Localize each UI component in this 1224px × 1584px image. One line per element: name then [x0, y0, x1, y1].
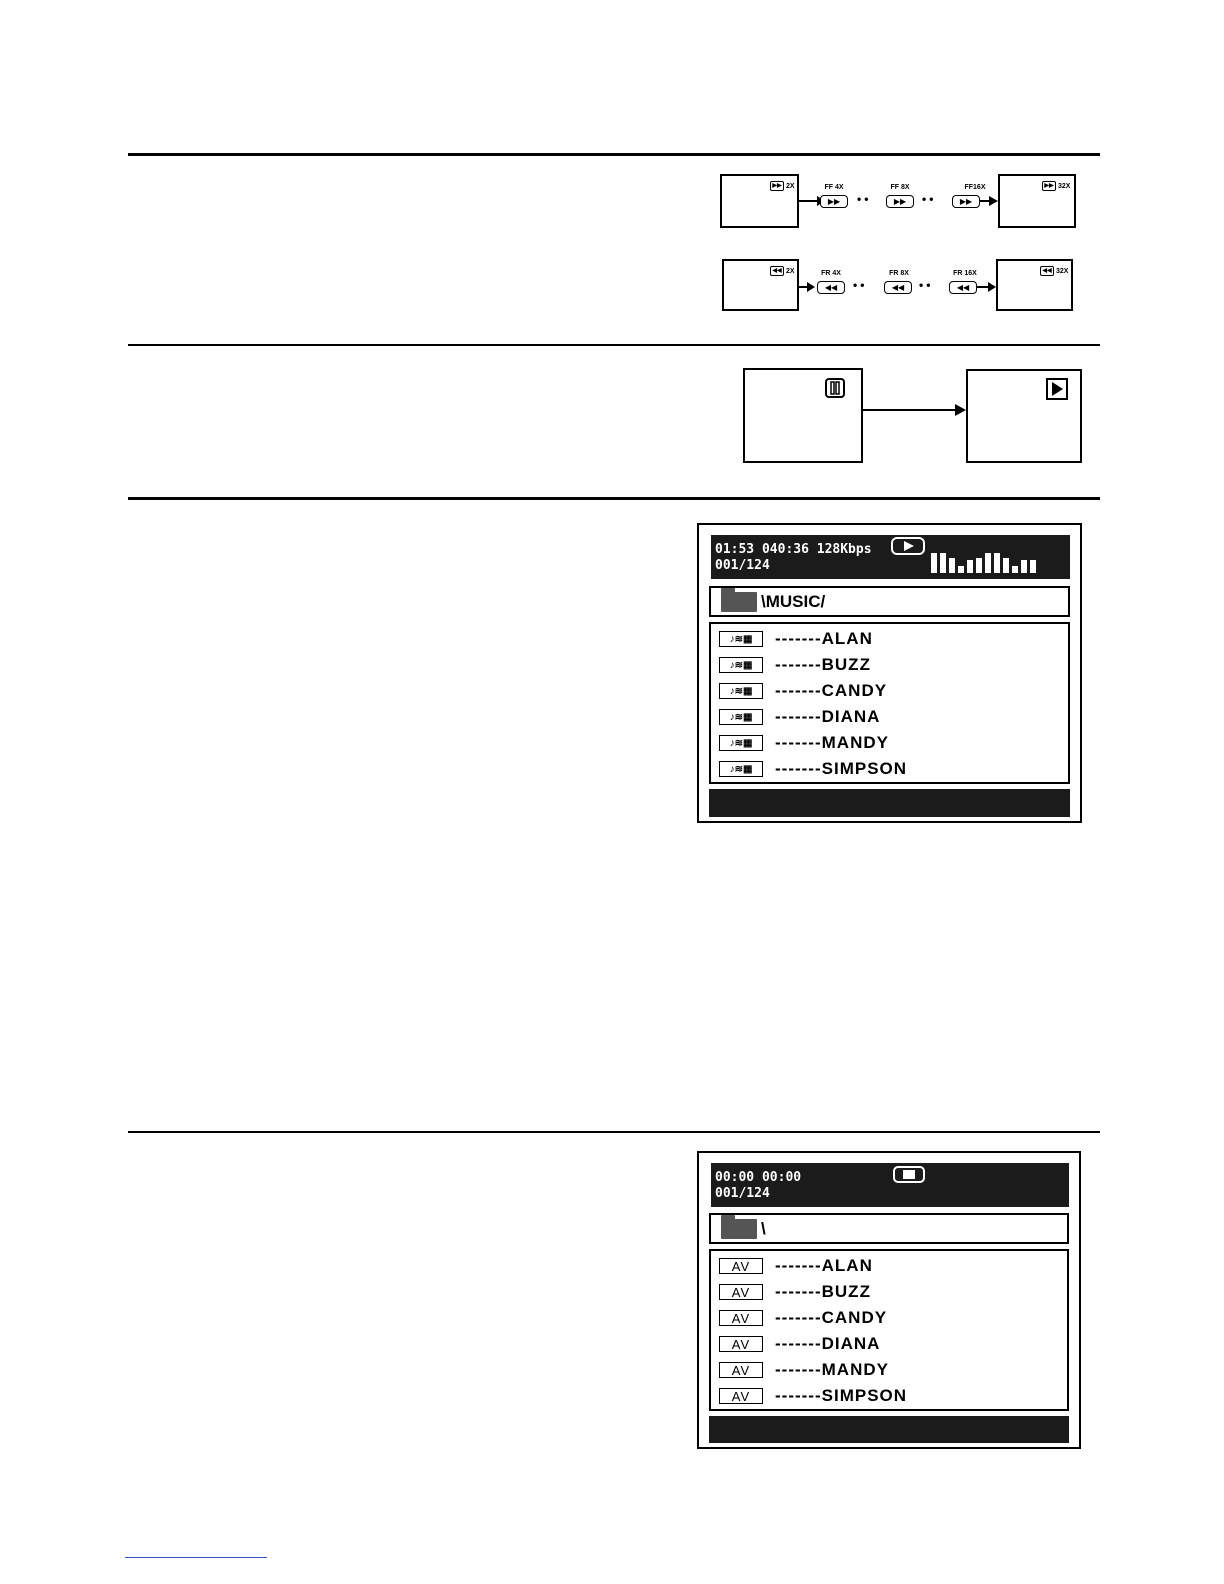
speed-label: 32X	[1058, 182, 1071, 190]
step-label: FF16X	[964, 184, 986, 191]
step-label: FF 8X	[890, 184, 910, 191]
time-bitrate-readout: 01:53 040:36 128Kbps	[715, 542, 872, 557]
folder-path-bar[interactable]	[709, 586, 1070, 617]
file-name: -------BUZZ	[775, 1282, 871, 1301]
fast-rewind-icon: ◀◀	[949, 281, 977, 294]
equalizer-bar	[940, 553, 946, 573]
speed-indicator	[1040, 266, 1068, 276]
section-divider	[128, 344, 1100, 346]
av-file-icon: AV	[719, 1258, 763, 1274]
file-list	[709, 1249, 1069, 1411]
pause-icon	[825, 378, 845, 398]
speed-label: 2X	[786, 267, 795, 275]
fast-forward-icon: ▶▶	[952, 195, 980, 208]
screen-box	[720, 174, 799, 228]
fast-forward-icon: ▶▶	[820, 195, 848, 208]
music-file-icon: ♪≋▦	[719, 735, 763, 751]
equalizer-bar	[976, 558, 982, 573]
fast-rewind-icon: ◀◀	[817, 281, 845, 294]
status-bar	[711, 535, 1070, 579]
music-file-icon: ♪≋▦	[719, 761, 763, 777]
status-bar	[711, 1163, 1069, 1207]
list-item[interactable]	[719, 1386, 907, 1406]
list-item[interactable]	[719, 1334, 880, 1354]
stop-icon	[893, 1166, 925, 1183]
footer-link-underline	[125, 1557, 267, 1558]
list-item[interactable]	[719, 707, 880, 727]
file-list	[709, 622, 1070, 784]
av-file-icon: AV	[719, 1362, 763, 1378]
screen-box	[966, 369, 1082, 463]
folder-icon	[721, 1219, 757, 1239]
fast-rewind-icon: ◀◀	[1040, 266, 1054, 276]
section-divider	[128, 153, 1100, 156]
music-file-icon: ♪≋▦	[719, 683, 763, 699]
play-icon	[1046, 378, 1068, 400]
music-file-icon: ♪≋▦	[719, 709, 763, 725]
file-name: -------DIANA	[775, 707, 881, 726]
file-name: -------CANDY	[775, 1308, 888, 1327]
screen-box	[743, 368, 863, 463]
equalizer-bar	[985, 553, 991, 573]
list-item[interactable]	[719, 1308, 887, 1328]
speed-label: 2X	[786, 182, 795, 190]
fast-forward-icon: ▶▶	[886, 195, 914, 208]
equalizer-bar	[949, 558, 955, 573]
step-label: FR 4X	[821, 270, 841, 277]
fast-rewind-icon: ◀◀	[884, 281, 912, 294]
screen-box	[998, 174, 1076, 228]
list-item[interactable]	[719, 1256, 873, 1276]
ellipsis: ••	[922, 192, 937, 206]
list-item[interactable]	[719, 733, 889, 753]
equalizer-bar	[994, 553, 1000, 573]
arrow-line	[863, 402, 967, 418]
list-item[interactable]	[719, 655, 871, 675]
info-bar	[709, 789, 1070, 817]
time-readout: 00:00 00:00	[715, 1170, 802, 1185]
current-path: \MUSIC/	[761, 591, 826, 611]
current-path: \	[761, 1218, 766, 1238]
speed-indicator	[770, 266, 795, 276]
list-item[interactable]	[719, 629, 873, 649]
equalizer-bar	[1012, 566, 1018, 573]
file-name: -------MANDY	[775, 1360, 889, 1379]
step-label: FR 16X	[953, 270, 977, 277]
file-name: -------ALAN	[775, 629, 873, 648]
equalizer-bar	[1030, 560, 1036, 573]
speed-label: 32X	[1056, 267, 1069, 275]
speed-indicator	[770, 181, 795, 191]
play-icon	[891, 537, 925, 555]
folder-path-bar[interactable]	[709, 1213, 1069, 1244]
list-item[interactable]	[719, 681, 887, 701]
file-name: -------DIANA	[775, 1334, 881, 1353]
speed-indicator	[1042, 181, 1070, 191]
section-divider	[128, 497, 1100, 500]
video-browser-screen	[697, 1151, 1081, 1449]
info-bar	[709, 1416, 1069, 1443]
file-name: -------ALAN	[775, 1256, 873, 1275]
section-divider	[128, 1131, 1100, 1133]
music-file-icon: ♪≋▦	[719, 631, 763, 647]
equalizer-bar	[1003, 558, 1009, 573]
ellipsis: ••	[853, 278, 868, 292]
screen-box	[722, 259, 799, 311]
screen-box	[996, 259, 1073, 311]
folder-icon	[721, 592, 757, 612]
fast-forward-icon: ▶▶	[1042, 181, 1056, 191]
step-label: FF 4X	[824, 184, 844, 191]
file-name: -------BUZZ	[775, 655, 871, 674]
list-item[interactable]	[719, 759, 907, 779]
equalizer-bar	[958, 566, 964, 573]
track-counter: 001/124	[715, 1186, 770, 1201]
file-name: -------CANDY	[775, 681, 888, 700]
av-file-icon: AV	[719, 1336, 763, 1352]
music-browser-screen	[697, 523, 1082, 823]
list-item[interactable]	[719, 1360, 889, 1380]
ellipsis: ••	[919, 278, 934, 292]
equalizer-bar	[1021, 560, 1027, 573]
av-file-icon: AV	[719, 1310, 763, 1326]
av-file-icon: AV	[719, 1388, 763, 1404]
step-label: FR 8X	[889, 270, 909, 277]
av-file-icon: AV	[719, 1284, 763, 1300]
file-name: -------MANDY	[775, 733, 889, 752]
file-name: -------SIMPSON	[775, 1386, 908, 1405]
track-counter: 001/124	[715, 558, 770, 573]
fast-forward-icon: ▶▶	[770, 181, 784, 191]
file-name: -------SIMPSON	[775, 759, 908, 778]
ellipsis: ••	[857, 192, 872, 206]
fast-rewind-icon: ◀◀	[770, 266, 784, 276]
list-item[interactable]	[719, 1282, 871, 1302]
equalizer-bar	[967, 560, 973, 573]
equalizer-bars	[931, 549, 1036, 573]
equalizer-bar	[931, 553, 937, 573]
music-file-icon: ♪≋▦	[719, 657, 763, 673]
